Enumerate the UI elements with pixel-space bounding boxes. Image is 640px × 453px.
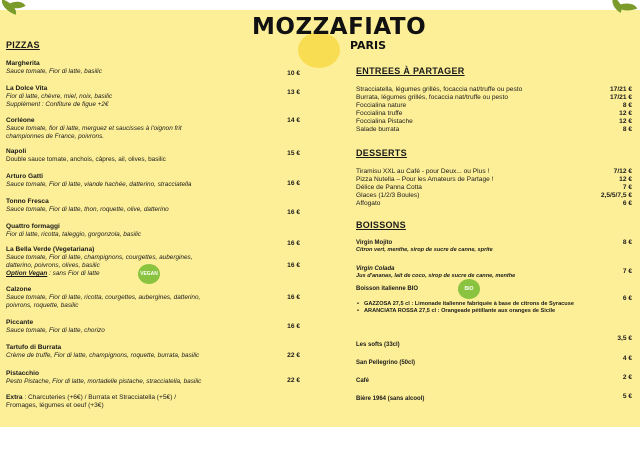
extras <box>6 394 306 410</box>
dessert-name: Tiramisu XXL au Café - pour Deux... ou Plus ! <box>356 168 490 175</box>
item-price: 16 € <box>287 294 300 301</box>
extras-line1 <box>6 394 306 402</box>
drink-item-mojito <box>356 239 636 261</box>
vegan-option-label: Option Vegan <box>6 270 48 277</box>
dessert-price: 7 € <box>622 184 632 191</box>
item-price: 14 € <box>287 117 300 124</box>
drink-name: Les softs (33cl) <box>356 342 400 348</box>
item-price: 13 € <box>287 89 300 96</box>
item-desc: Double sauce tomate, anchois, câpres, ail, olives, basilic <box>6 156 166 163</box>
bio-badge: BIO <box>458 279 480 299</box>
item-name: Pistacchio <box>6 370 39 377</box>
menu-item-arturo-gatti <box>6 173 306 198</box>
item-desc: Fior di latte, chèvre, miel, noix, basilic <box>6 93 113 100</box>
menu-item-bella-verde <box>6 246 306 286</box>
item-desc-line2: poivrons, roquette, basilic <box>6 302 79 309</box>
item-desc: Crème de truffe, Fior di latte, champignons, roquette, burrata, basilic <box>6 352 200 359</box>
item-name: Arturo Gatti <box>6 173 43 180</box>
drink-name: Café <box>356 378 370 384</box>
item-price: 22 € <box>287 377 300 384</box>
drink-name: San Pellegrino (50cl) <box>356 360 416 366</box>
dessert-name: Pizza Nutella – Pour les Amateurs de Partage ! <box>356 176 494 183</box>
list-item <box>356 184 636 192</box>
menu-item-corleone <box>6 117 306 148</box>
drink-price: 2 € <box>622 374 632 381</box>
item-desc: Fior di latte, ricotta, taleggio, gorgonzola, basilic <box>6 231 141 238</box>
right-column <box>356 66 636 405</box>
item-desc: Sauce tomate, Fior di latte, thon, roquette, olive, datterino <box>6 206 169 213</box>
drink-item-biere <box>356 391 636 405</box>
entrees-list <box>356 86 636 134</box>
item-price: 16 € <box>287 180 300 187</box>
item-price: 16 € <box>287 209 300 216</box>
entree-price: 12 € <box>619 110 632 117</box>
desserts-title: DESSERTS <box>356 148 407 158</box>
entree-price: 8 € <box>622 102 632 109</box>
brand-city: PARIS <box>349 39 386 52</box>
desserts-list <box>356 168 636 208</box>
dessert-price: 12 € <box>619 176 632 183</box>
boissons-list <box>356 239 636 405</box>
item-desc: Sauce tomate, Fior di latte, champignons, courgettes, aubergines, <box>6 254 193 261</box>
item-desc: Sauce tomate, Fior di latte, ricotta, courgettes, aubergines, datterino, <box>6 294 201 301</box>
drink-name: Virgin Colada <box>356 266 395 272</box>
list-item <box>356 110 636 118</box>
item-price: 16 € <box>287 240 300 247</box>
brand-name: MOZZAFIATO <box>252 14 427 40</box>
menu-item-dolce-vita <box>6 85 306 117</box>
item-desc: Pesto Pistache, Fior di latte, mortadelle pistache, stracciatella, basilic <box>6 378 202 385</box>
extras-text: : Charcuteries (+6€) / Burrata et Stracciatella (+5€) / <box>22 394 177 401</box>
item-desc: Sauce tomate, Fior di latte, chorizo <box>6 327 105 334</box>
drink-item-colada <box>356 265 636 285</box>
entree-name: Foccialina nature <box>356 102 407 109</box>
bottom-band <box>0 427 640 453</box>
drink-price: 4 € <box>622 355 632 362</box>
item-price: 22 € <box>287 352 300 359</box>
list-item <box>356 118 636 126</box>
item-price: 16 € <box>287 323 300 330</box>
item-name: Tartufo di Burrata <box>6 344 62 351</box>
entree-price: 17/21 € <box>610 94 632 101</box>
menu-item-pistacchio <box>6 370 306 394</box>
drink-desc: Jus d'ananas, lait de coco, sirop de sucre de canne, menthe <box>356 273 516 279</box>
dessert-name: Glaces (1/2/3 Boules) <box>356 192 420 199</box>
item-desc: Sauce tomate, Fior di latte, viande hachée, datterino, stracciatella <box>6 181 192 188</box>
list-item <box>356 200 636 208</box>
menu-item-napoli <box>6 148 306 173</box>
bio-bullet-gazzosa: • GAZZOSA 27,5 cl : Limonade italienne fabriquée à base de citrons de Syracuse <box>356 301 586 308</box>
item-desc-line2: Supplément : Confiture de figue +2€ <box>6 101 109 108</box>
pizzas-title: PIZZAS <box>6 40 40 50</box>
list-item <box>356 126 636 134</box>
list-item <box>356 94 636 102</box>
vegan-badge: VEGAN <box>138 264 160 284</box>
entrees-title: ENTREES À PARTAGER <box>356 66 465 76</box>
menu-item-piccante <box>6 319 306 344</box>
item-desc-line2: championnes de France, poivrons. <box>6 133 105 140</box>
entree-price: 8 € <box>622 126 632 133</box>
menu-item-margherita <box>6 60 306 85</box>
dessert-name: Délice de Panna Cotta <box>356 184 422 191</box>
item-desc-line2: datterino, poivrons, olives, basilic <box>6 262 100 269</box>
extras-label: Extra <box>6 394 23 401</box>
extras-line2: Fromages, légumes et oeuf (+3€) <box>6 402 104 409</box>
list-item <box>356 168 636 176</box>
list-item <box>356 102 636 110</box>
item-name: La Bella Verde (Vegetariana) <box>6 246 95 253</box>
drink-name: Virgin Mojito <box>356 240 393 246</box>
entree-name: Salade burrata <box>356 126 400 133</box>
drink-name: Boisson italienne BIO <box>356 286 419 292</box>
dessert-price: 6 € <box>622 200 632 207</box>
top-band <box>0 0 640 10</box>
list-item <box>356 176 636 184</box>
item-name: Quattro formaggi <box>6 223 60 230</box>
drink-item-softs <box>356 335 636 355</box>
vegan-option-text: : sans Fior di latte <box>47 270 100 277</box>
menu-item-calzone <box>6 286 306 319</box>
pizzas-section <box>6 40 306 410</box>
drink-price: 6 € <box>622 295 632 302</box>
dessert-price: 7/12 € <box>613 168 632 175</box>
item-name: Margherita <box>6 60 40 67</box>
item-price: 16 € <box>287 262 300 269</box>
boissons-title: BOISSONS <box>356 220 406 230</box>
entree-name: Burrata, légumes grillés, focaccia nat/truffe ou pesto <box>356 94 508 101</box>
drink-price: 8 € <box>622 239 632 246</box>
drink-price: 5 € <box>622 393 632 400</box>
drink-item-cafe <box>356 373 636 391</box>
item-name: Corléone <box>6 117 35 124</box>
item-name: Piccante <box>6 319 34 326</box>
entree-name: Foccialina Pistache <box>356 118 413 125</box>
item-name: Tonno Fresca <box>6 198 49 205</box>
item-name: Calzone <box>6 286 32 293</box>
item-desc: Sauce tomate, Fior di latte, basilic <box>6 68 102 75</box>
list-item <box>356 86 636 94</box>
drink-desc: Citron vert, menthe, sirop de sucre de canne, sprite <box>356 247 493 253</box>
item-price: 15 € <box>287 150 300 157</box>
drink-price: 7 € <box>622 268 632 275</box>
drink-price: 3,5 € <box>617 335 632 342</box>
menu-item-quattro-formaggi <box>6 223 306 246</box>
menu-item-tonno-fresca <box>6 198 306 223</box>
entree-price: 12 € <box>619 118 632 125</box>
bio-bullet-aranciata: • ARANCIATA ROSSA 27,5 cl : Orangeade pétillante aux oranges de Sicile <box>356 308 586 315</box>
entree-name: Foccialina truffe <box>356 110 403 117</box>
item-name: Napoli <box>6 148 27 155</box>
drink-item-pellegrino <box>356 355 636 373</box>
drink-name: Bière 1964 (sans alcool) <box>356 396 425 402</box>
entree-name: Stracciatella, légumes grillés, focaccia nat/truffe ou pesto <box>356 86 523 93</box>
dessert-price: 2,5/5/7,5 € <box>600 192 632 199</box>
drink-item-bio <box>356 285 636 331</box>
item-name: La Dolce Vita <box>6 85 48 92</box>
dessert-name: Affogato <box>356 200 381 207</box>
item-desc: Sauce tomate, fior di latte, merguez et saucisses à l'oignon frit <box>6 125 182 132</box>
item-price: 10 € <box>287 70 300 77</box>
list-item <box>356 192 636 200</box>
menu-item-tartufo-burrata <box>6 344 306 370</box>
entree-price: 17/21 € <box>610 86 632 93</box>
